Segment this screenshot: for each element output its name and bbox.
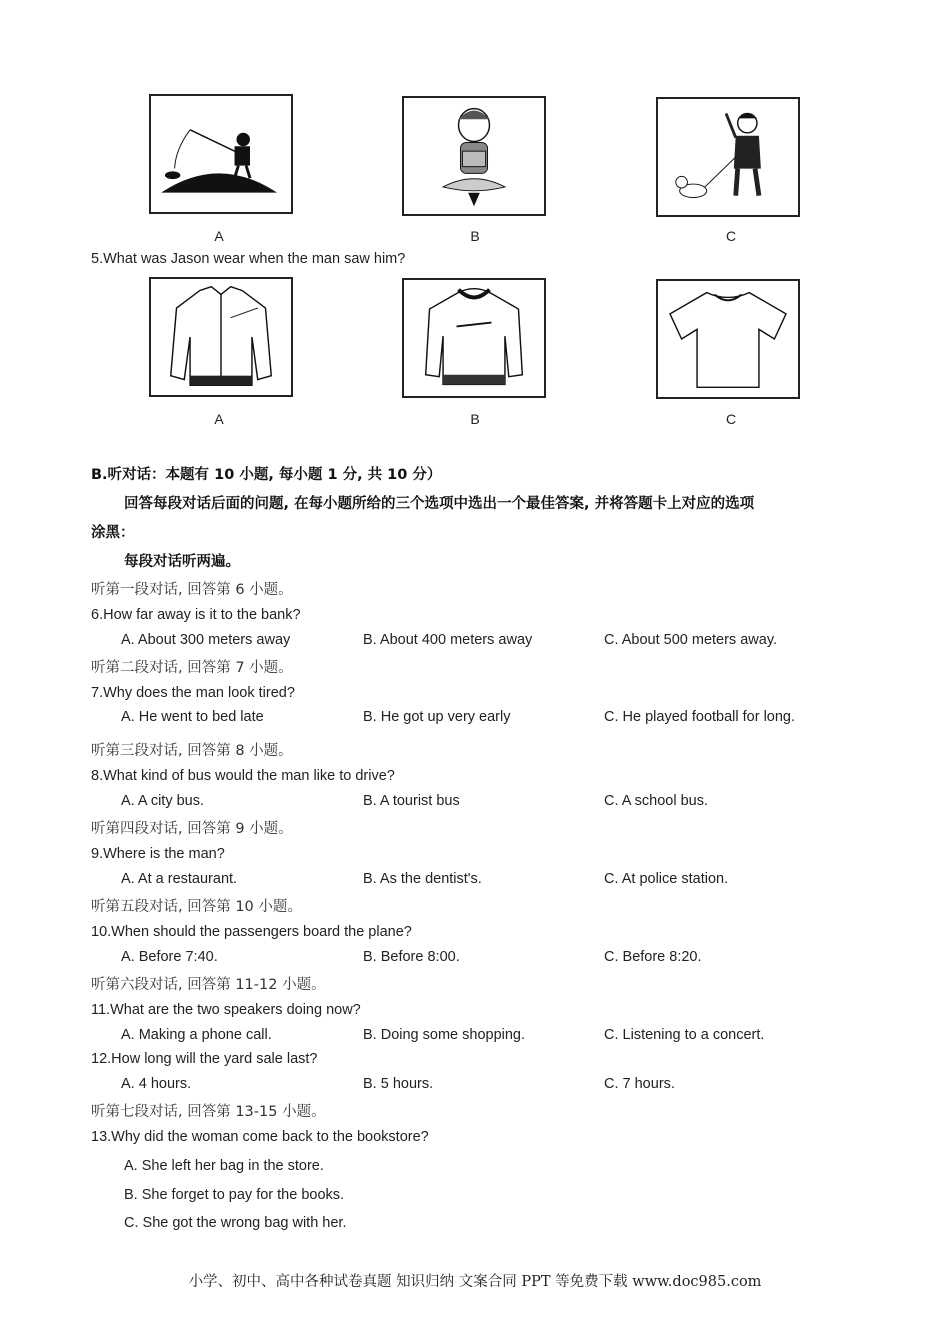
section-b-instruction-2: 涂黑： xyxy=(91,525,135,541)
question-9: 9.Where is the man? xyxy=(91,846,225,862)
section-b-title: B.听对话：本题有 10 小题, 每小题 1 分, 共 10 分） xyxy=(91,467,442,483)
picture-b-reading xyxy=(402,96,546,216)
row2-label-b: B xyxy=(470,411,480,427)
dialog-intro-6: 听第六段对话, 回答第 11-12 小题。 xyxy=(91,977,326,993)
q12-option-b: B. 5 hours. xyxy=(363,1076,434,1092)
q6-option-b: B. About 400 meters away xyxy=(363,632,533,648)
question-12: 12.How long will the yard sale last? xyxy=(91,1051,318,1067)
sweater-icon xyxy=(404,280,544,396)
q8-option-a: A. A city bus. xyxy=(121,793,205,809)
picture-a-fishing xyxy=(149,94,293,214)
q7-option-a: A. He went to bed late xyxy=(121,709,264,725)
walking-dog-boy-icon xyxy=(658,99,798,215)
question-5: 5.What was Jason wear when the man saw him? xyxy=(91,251,406,267)
fishing-boy-icon xyxy=(151,96,291,212)
q8-option-b: B. A tourist bus xyxy=(363,793,460,809)
row1-label-b: B xyxy=(470,228,480,244)
row2-label-a: A xyxy=(214,411,224,427)
tshirt-icon xyxy=(658,281,798,397)
q11-option-a: A. Making a phone call. xyxy=(121,1027,272,1043)
picture-c-walking-dog xyxy=(656,97,800,217)
q6-option-c: C. About 500 meters away. xyxy=(604,632,778,648)
q7-option-b: B. He got up very early xyxy=(363,709,511,725)
q9-option-c: C. At police station. xyxy=(604,871,729,887)
row1-label-a: A xyxy=(214,228,224,244)
q8-option-c: C. A school bus. xyxy=(604,793,708,809)
question-6: 6.How far away is it to the bank? xyxy=(91,607,301,623)
question-7: 7.Why does the man look tired? xyxy=(91,685,295,701)
q9-option-b: B. As the dentist's. xyxy=(363,871,482,887)
row1-label-c: C xyxy=(725,228,737,244)
q11-option-c: C. Listening to a concert. xyxy=(604,1027,765,1043)
dialog-intro-7: 听第七段对话, 回答第 13-15 小题。 xyxy=(91,1104,326,1120)
question-13: 13.Why did the woman come back to the bookstore? xyxy=(91,1129,429,1145)
q11-option-b: B. Doing some shopping. xyxy=(363,1027,526,1043)
question-11: 11.What are the two speakers doing now? xyxy=(91,1002,361,1018)
dialog-intro-3: 听第三段对话, 回答第 8 小题。 xyxy=(91,743,293,759)
q9-option-a: A. At a restaurant. xyxy=(121,871,238,887)
question-8: 8.What kind of bus would the man like to drive? xyxy=(91,768,395,784)
q13-option-c: C. She got the wrong bag with her. xyxy=(124,1215,347,1231)
dialog-intro-2: 听第二段对话, 回答第 7 小题。 xyxy=(91,660,293,676)
picture-c-tshirt xyxy=(656,279,800,399)
picture-b-sweater xyxy=(402,278,546,398)
picture-a-jacket xyxy=(149,277,293,397)
dialog-intro-1: 听第一段对话, 回答第 6 小题。 xyxy=(91,582,293,598)
q13-option-a: A. She left her bag in the store. xyxy=(124,1158,324,1174)
reading-boy-icon xyxy=(404,98,544,214)
jacket-icon xyxy=(151,279,291,395)
row2-label-c: C xyxy=(725,411,737,427)
dialog-intro-5: 听第五段对话, 回答第 10 小题。 xyxy=(91,899,302,915)
q12-option-a: A. 4 hours. xyxy=(121,1076,192,1092)
q13-option-b: B. She forget to pay for the books. xyxy=(124,1187,345,1203)
section-b-instruction-3: 每段对话听两遍。 xyxy=(124,554,240,570)
q10-option-b: B. Before 8:00. xyxy=(363,949,460,965)
dialog-intro-4: 听第四段对话, 回答第 9 小题。 xyxy=(91,821,293,837)
q10-option-a: A. Before 7:40. xyxy=(121,949,218,965)
section-b-instruction-1: 回答每段对话后面的问题, 在每小题所给的三个选项中选出一个最佳答案, 并将答题卡上对应的选项 xyxy=(124,496,755,512)
q12-option-c: C. 7 hours. xyxy=(604,1076,675,1092)
q6-option-a: A. About 300 meters away xyxy=(121,632,291,648)
page-footer: 小学、初中、高中各种试卷真题 知识归纳 文案合同 PPT 等免费下载 www.doc985.com xyxy=(188,1274,762,1290)
question-10: 10.When should the passengers board the plane? xyxy=(91,924,412,940)
q10-option-c: C. Before 8:20. xyxy=(604,949,702,965)
q7-option-c: C. He played football for long. xyxy=(604,709,796,725)
